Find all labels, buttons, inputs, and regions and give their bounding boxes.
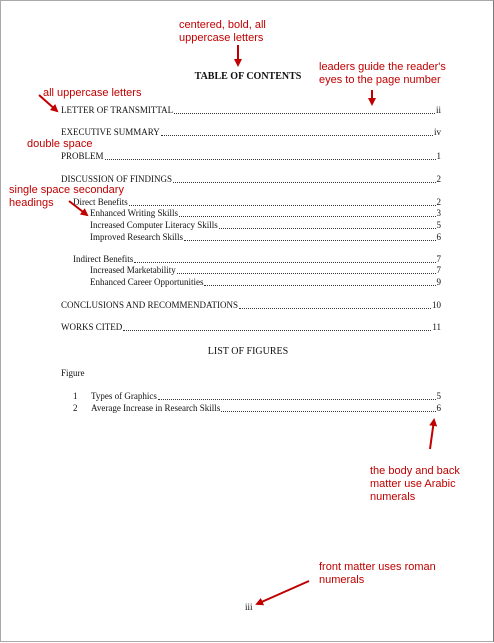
toc-entry-label: Increased Marketability	[90, 265, 176, 275]
toc-entry-label: Enhanced Writing Skills	[90, 208, 178, 218]
annotation-roman: front matter uses roman numerals	[319, 561, 436, 586]
toc-entry-page: 5	[436, 220, 441, 230]
annotation-uppercase: all uppercase letters	[43, 87, 142, 99]
toc-entry-label: CONCLUSIONS AND RECOMMENDATIONS	[61, 300, 239, 310]
toc-entry-page: 11	[432, 322, 441, 332]
figures-title: LIST OF FIGURES	[207, 346, 289, 357]
annotation-leaders: leaders guide the reader's eyes to the page number	[319, 61, 446, 86]
toc-entry-page: 7	[436, 254, 441, 264]
toc-entry-label: Direct Benefits	[73, 197, 128, 207]
annotation-title: centered, bold, all uppercase letters	[179, 19, 266, 44]
toc-entry-label: Increased Computer Literacy Skills	[90, 220, 218, 230]
toc-entry-label: PROBLEM	[61, 151, 104, 161]
toc-entry-label: WORKS CITED	[61, 322, 123, 332]
toc-entry-page: iv	[433, 127, 441, 137]
arrow-to-roman	[257, 581, 309, 604]
toc-entry-page: 2	[436, 197, 441, 207]
toc-entry-page: 3	[436, 208, 441, 218]
annotation-double-space: double space	[27, 138, 93, 150]
toc-entry-label: Indirect Benefits	[73, 254, 134, 264]
toc-title: TABLE OF CONTENTS	[194, 71, 302, 82]
toc-entry-label: EXECUTIVE SUMMARY	[61, 127, 160, 137]
figure-heading: Figure	[61, 368, 85, 378]
figure-number: 1	[73, 391, 78, 401]
toc-entry-page: 10	[432, 300, 441, 310]
toc-entry-page: 6	[436, 232, 441, 242]
toc-entry-page: 1	[436, 151, 441, 161]
figure-number: 2	[73, 403, 78, 413]
toc-entry-label: Enhanced Career Opportunities	[90, 277, 204, 287]
toc-entry-label: Improved Research Skills	[90, 232, 183, 242]
toc-entry-page: 7	[436, 265, 441, 275]
figure-entry-page: 6	[436, 403, 441, 413]
toc-entry-page: 9	[436, 277, 441, 287]
annotation-arrows	[1, 1, 494, 643]
toc-entry-page: ii	[435, 105, 441, 115]
page-number: iii	[245, 602, 253, 612]
toc-entry-label: LETTER OF TRANSMITTAL	[61, 105, 174, 115]
figure-caption: Types of Graphics	[91, 391, 157, 401]
annotation-single-space: single space secondary headings	[9, 184, 124, 209]
toc-entry-page: 2	[436, 174, 441, 184]
figure-entry-page: 5	[436, 391, 441, 401]
figure-caption: Average Increase in Research Skills	[91, 403, 221, 413]
arrow-to-arabic	[430, 420, 434, 449]
arrow-to-uppercase	[39, 95, 57, 111]
arrow-to-secondary	[69, 201, 87, 215]
toc-entry-label: DISCUSSION OF FINDINGS	[61, 174, 173, 184]
annotation-arabic: the body and back matter use Arabic numerals	[370, 465, 460, 503]
